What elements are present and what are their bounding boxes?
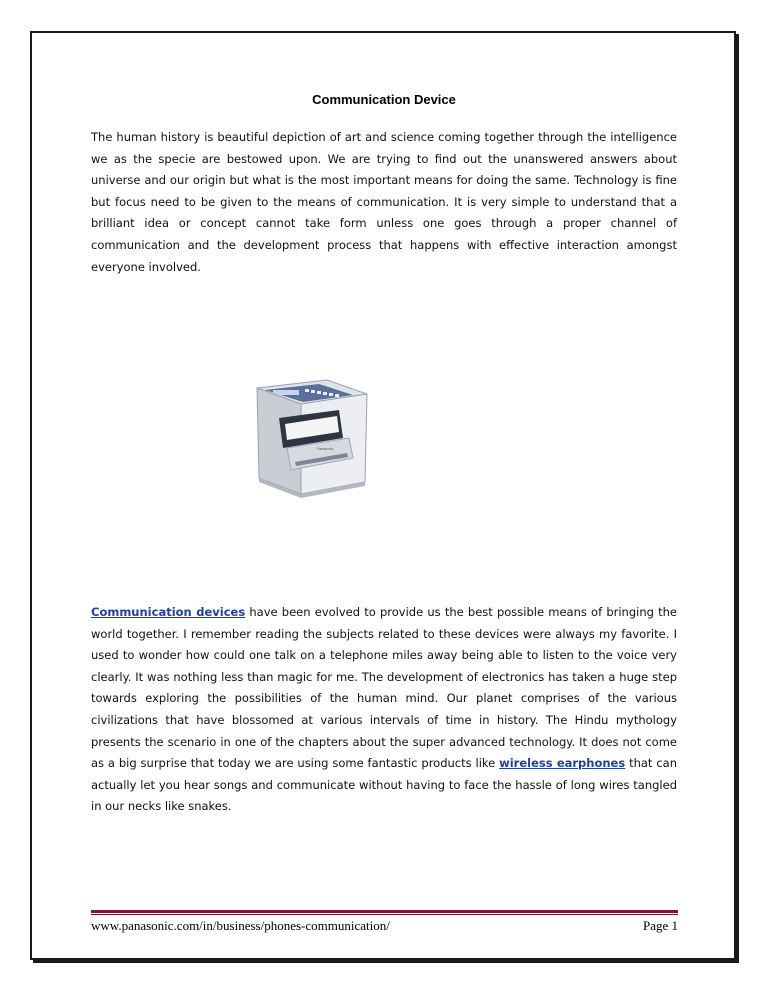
fax-machine-image — [243, 378, 369, 498]
wireless-earphones-link[interactable]: wireless earphones — [499, 756, 626, 771]
communication-devices-link[interactable]: Communication devices — [91, 605, 246, 619]
footer-url: www.panasonic.com/in/business/phones-communication/ — [91, 918, 390, 933]
paragraph-text: that can actually let you hear songs and communicate without having to face the hassle of long wires tangled in our necks like snakes. — [91, 756, 677, 814]
document-title: Communication Device — [312, 92, 456, 107]
paragraph-text: have been evolved to provide us the best possible means of bringing the world together. I remember reading the subjects related to these devices were always my favorite. I used to wonder how could one talk on a telephone miles away being able to listen to the voice very clearly. It was nothing less than magic for me. The development of electronics has taken a huge step towards exploring the possibilities of the human mind. Our planet comprises of the various civilizations that have blossomed at various intervals of time in history. The Hindu mythology presents the scenario in one of the chapters about the super advanced technology. It does not come as a big surprise that today we are using some fantastic products like — [91, 605, 677, 771]
footer-rule-thin — [91, 914, 678, 915]
paragraph-devices — [91, 602, 677, 818]
brand-label: Panasonic — [317, 447, 334, 451]
footer-rule — [91, 910, 678, 913]
paragraph-intro: The human history is beautiful depiction of art and science coming together through the intelligence we as the specie are bestowed upon. We are trying to find out the unanswered answers about universe and our origin but what is the most important means for doing the same. Technology is fine but focus need to be given to the means of communication. It is very simple to understand that a brilliant idea or concept cannot take form unless one goes through a proper channel of communication and the development process that happens with effective interaction amongst everyone involved. — [91, 130, 677, 274]
page-number: Page 1 — [642, 918, 678, 933]
